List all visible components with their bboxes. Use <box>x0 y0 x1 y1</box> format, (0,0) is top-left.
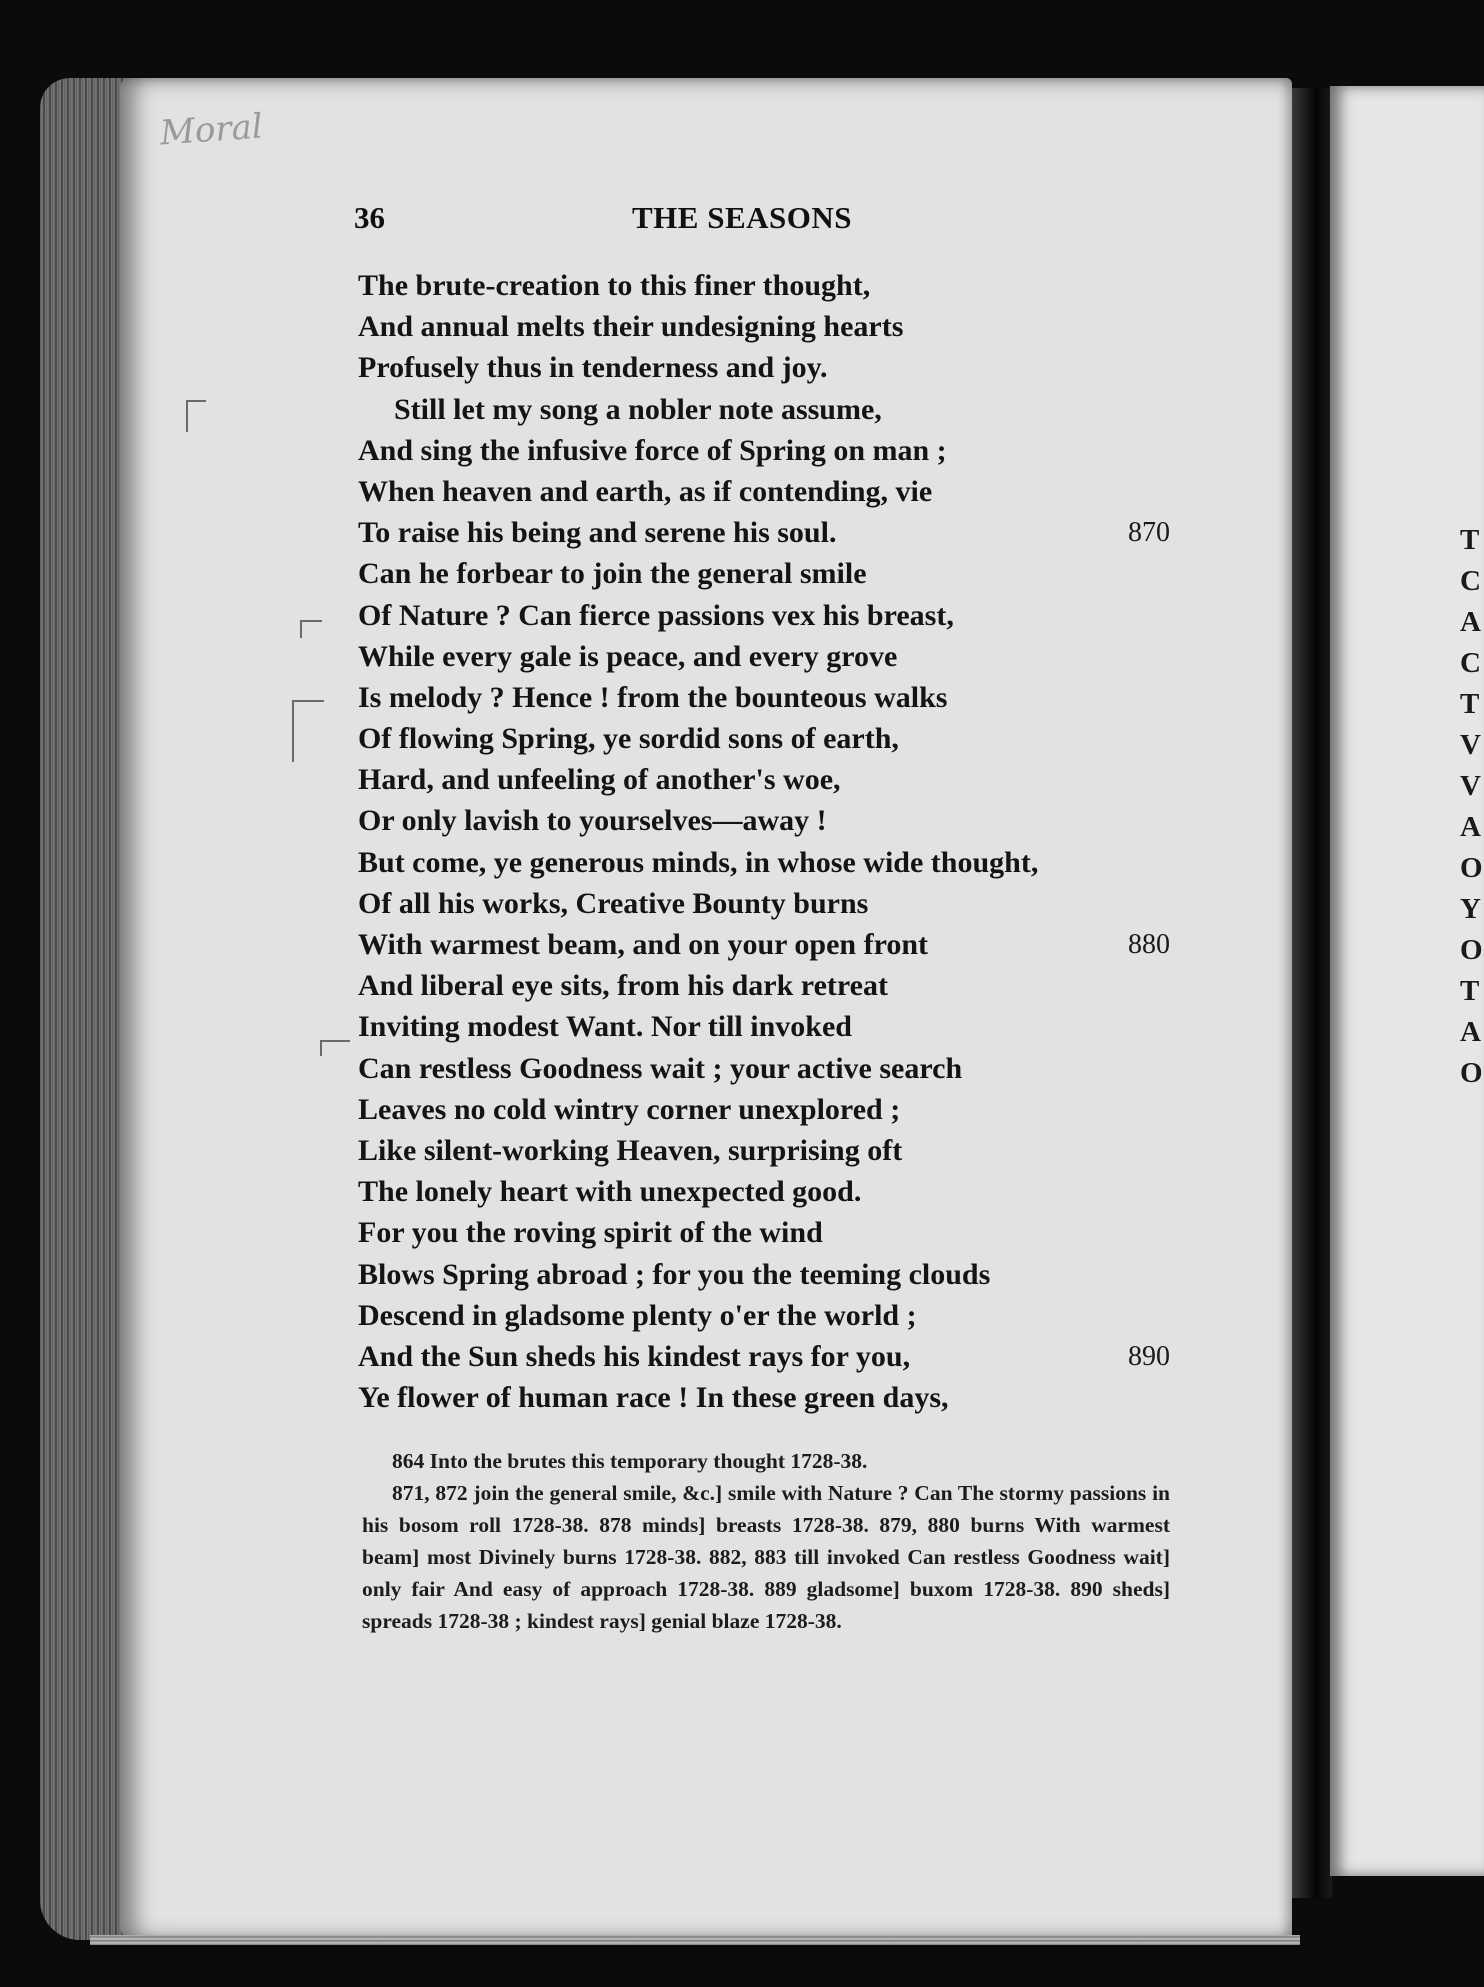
page-bottom-edge <box>90 1935 1300 1945</box>
poem-line-text: The brute-creation to this finer thought, <box>358 269 871 302</box>
poem-line <box>358 265 1178 306</box>
poem-line <box>358 1171 1178 1212</box>
poem-line <box>358 1377 1178 1418</box>
poem-line <box>358 1006 1178 1047</box>
poem-line-text: When heaven and earth, as if contending, vie <box>358 474 933 508</box>
poem-line <box>358 1254 1178 1295</box>
margin-mark <box>186 400 206 432</box>
poem-line <box>358 430 1178 471</box>
poem-line <box>358 306 1178 347</box>
poem-line <box>358 1212 1178 1253</box>
running-title: THE SEASONS <box>632 200 853 235</box>
poem-line <box>358 800 1178 841</box>
poem-line-text: Of flowing Spring, ye sordid sons of earth, <box>358 722 899 756</box>
poem-line <box>358 553 1178 594</box>
textual-notes <box>362 1445 1170 1637</box>
facing-page-text-fragments <box>1460 520 1484 1094</box>
facing-page-fragment: Y <box>1460 893 1481 925</box>
book-gutter <box>1292 88 1332 1898</box>
poem-line-text: And sing the infusive force of Spring on man ; <box>358 433 947 467</box>
poem-line <box>358 512 1178 553</box>
line-number: 880 <box>1128 929 1170 960</box>
poem-line-text: And the Sun sheds his kindest rays for you, <box>358 1339 911 1373</box>
poem-line-text: For you the roving spirit of the wind <box>358 1216 823 1250</box>
facing-page-fragment: C <box>1460 565 1481 597</box>
poem-line <box>358 1130 1178 1171</box>
poem-line-text: The lonely heart with unexpected good. <box>358 1175 862 1209</box>
poem-line <box>358 924 1178 965</box>
facing-page-fragment: V <box>1460 770 1481 802</box>
poem-line-text: Of Nature ? Can fierce passions vex his breast, <box>358 598 954 632</box>
poem-line-text: Like silent-working Heaven, surprising oft <box>358 1133 903 1167</box>
facing-page-fragment: A <box>1460 811 1481 843</box>
facing-page-fragment: O <box>1460 852 1483 884</box>
poem-line <box>358 471 1178 512</box>
poem-line <box>358 636 1178 677</box>
poem-line <box>358 1089 1178 1130</box>
poem-line <box>358 965 1178 1006</box>
poem-line <box>358 1048 1178 1089</box>
margin-mark <box>300 620 322 638</box>
page-edges <box>40 78 128 1940</box>
poem-line-text: Hard, and unfeeling of another's woe, <box>358 763 841 797</box>
poem-line-text: Can restless Goodness wait ; your active search <box>358 1051 963 1085</box>
poem-line <box>358 718 1178 759</box>
facing-page-fragment: A <box>1460 1016 1481 1048</box>
poem-line <box>358 1295 1178 1336</box>
poem-line <box>358 842 1178 883</box>
page-number: 36 <box>354 200 385 235</box>
poem-line-text: Still let my song a nobler note assume, <box>394 392 882 426</box>
poem-line-text: But come, ye generous minds, in whose wide thought, <box>358 845 1039 879</box>
poem-text <box>358 265 1178 1418</box>
page-header <box>354 200 1174 244</box>
line-number: 870 <box>1128 517 1170 549</box>
poem-line <box>358 759 1178 800</box>
margin-mark <box>320 1040 350 1056</box>
facing-page-fragment: T <box>1460 524 1480 556</box>
facing-page-fragment: C <box>1460 647 1481 679</box>
facing-page-fragment: V <box>1460 729 1481 761</box>
poem-line <box>358 677 1178 718</box>
poem-line-text: Descend in gladsome plenty o'er the world ; <box>358 1298 917 1332</box>
poem-line <box>358 389 1178 430</box>
poem-line-text: While every gale is peace, and every grove <box>358 639 898 673</box>
poem-line-text: Can he forbear to join the general smile <box>358 557 867 591</box>
poem-line <box>358 883 1178 924</box>
line-number: 890 <box>1128 1340 1170 1372</box>
facing-page-fragment: T <box>1460 688 1480 720</box>
poem-line <box>358 1336 1178 1377</box>
poem-line <box>358 595 1178 636</box>
poem-line-text: And annual melts their undesigning hearts <box>358 310 904 344</box>
poem-line-text: Leaves no cold wintry corner unexplored ; <box>358 1092 901 1126</box>
facing-page-fragment: A <box>1460 606 1481 638</box>
margin-mark <box>292 700 324 762</box>
poem-line-text: Profusely thus in tenderness and joy. <box>358 351 828 385</box>
facing-page-fragment: T <box>1460 975 1480 1007</box>
poem-line-text: With warmest beam, and on your open front <box>358 928 929 961</box>
footnote: 871, 872 join the general smile, &c.] smile with Nature ? Can The stormy passions in his bosom roll 1728-38. 878 minds] breasts 1728-38. 879, 880 burns With warmest beam] most Divinely burns 1728-38. 882, 883 till invoked Can restless Goodness wait] only fair And easy of approach 1728-38. 889 gladsome] buxom 1728-38. 890 sheds] spreads 1728-38 ; kindest rays] genial blaze 1728-38. <box>362 1481 1170 1633</box>
poem-line-text: Of all his works, Creative Bounty burns <box>358 886 869 920</box>
facing-page-fragment: O <box>1460 934 1483 966</box>
poem-line <box>358 347 1178 388</box>
poem-line-text: To raise his being and serene his soul. <box>358 516 837 550</box>
poem-line-text: Is melody ? Hence ! from the bounteous walks <box>358 680 948 714</box>
footnote: 864 Into the brutes this temporary thought 1728-38. <box>392 1449 868 1473</box>
poem-line-text: Or only lavish to yourselves—away ! <box>358 804 827 838</box>
poem-line-text: And liberal eye sits, from his dark retreat <box>358 969 888 1003</box>
facing-page-fragment: O <box>1460 1057 1483 1089</box>
handwritten-margin-note: Moral <box>158 106 264 154</box>
poem-line-text: Ye flower of human race ! In these green days, <box>358 1381 949 1415</box>
poem-line-text: Blows Spring abroad ; for you the teeming clouds <box>358 1257 991 1291</box>
poem-line-text: Inviting modest Want. Nor till invoked <box>358 1010 852 1044</box>
